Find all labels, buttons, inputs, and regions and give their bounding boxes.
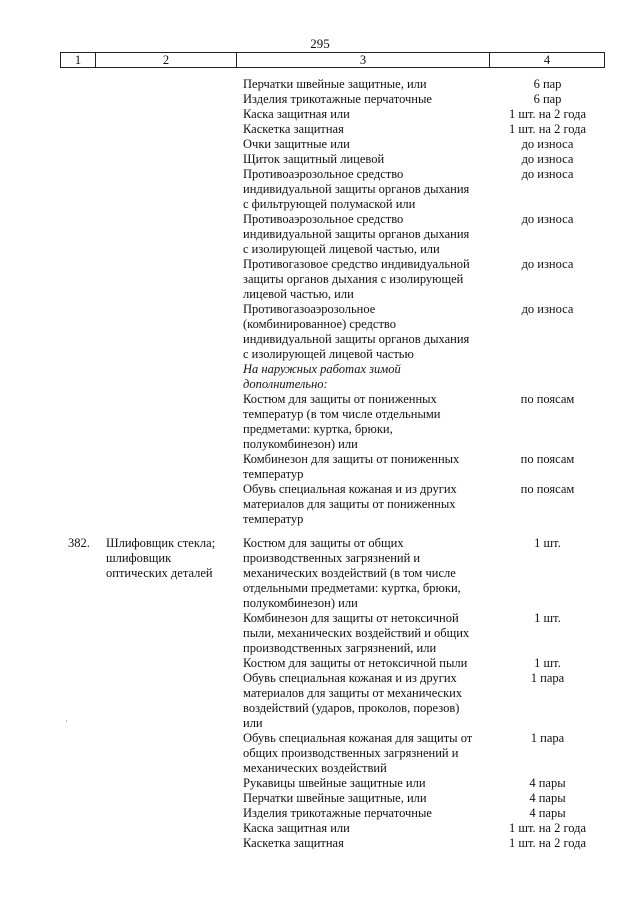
issue-norm: до износа (521, 302, 574, 316)
ppe-item: Костюм для защиты от общих производственных загрязнений и механических воздействий (в том числе отдельными предметами: куртка, брюки, полукомбинезон) или (243, 536, 461, 610)
ppe-item: Каска защитная или (243, 821, 350, 835)
issue-norm: 4 пары (529, 806, 566, 820)
ppe-item: Комбинезон для защиты от нетоксичной пыли, механических воздействий и общих производственных загрязнений, или (243, 611, 470, 655)
header-col-2: 2 (162, 53, 170, 67)
ppe-item: Изделия трикотажные перчаточные (243, 92, 432, 106)
ppe-item: Каскетка защитная (243, 836, 344, 850)
issue-norm: 1 шт. (534, 656, 561, 670)
issue-norm: до износа (521, 212, 574, 226)
ppe-item: Противоаэрозольное средство индивидуальной защиты органов дыхания с изолирующей лицевой частью, или (243, 212, 470, 256)
ppe-item: Противоаэрозольное средство индивидуальной защиты органов дыхания с фильтрующей полумаской или (243, 167, 470, 211)
issue-norm: по поясам (520, 482, 575, 496)
issue-norm: 1 шт. на 2 года (508, 836, 587, 850)
issue-norm: по поясам (520, 392, 575, 406)
header-col-4: 4 (543, 53, 551, 67)
ppe-item: Перчатки швейные защитные, или (243, 77, 427, 91)
issue-norm: 1 пара (530, 671, 565, 685)
ppe-item: Рукавицы швейные защитные или (243, 776, 426, 790)
ppe-item: Костюм для защиты от пониженных температур (в том числе отдельными предметами: куртка, брюки, полукомбинезон) или (243, 392, 441, 451)
ppe-item: Каска защитная или (243, 107, 350, 121)
issue-norm: 1 шт. на 2 года (508, 122, 587, 136)
issue-norm: 1 шт. на 2 года (508, 107, 587, 121)
issue-norm: до износа (521, 167, 574, 181)
header-col-1: 1 (74, 53, 82, 67)
entry-number: 382. (68, 536, 90, 550)
ppe-item: На наружных работах зимой дополнительно: (243, 362, 401, 391)
header-col-3: 3 (359, 53, 367, 67)
ppe-item: Перчатки швейные защитные, или (243, 791, 427, 805)
ppe-item: Обувь специальная кожаная для защиты от общих производственных загрязнений и механических воздействий (243, 731, 473, 775)
issue-norm: 1 пара (530, 731, 565, 745)
ppe-item: Противогазовое средство индивидуальной защиты органов дыхания с изолирующей лицевой частью, или (243, 257, 470, 301)
issue-norm: 1 шт. на 2 года (508, 821, 587, 835)
profession-name: Шлифовщик стекла; шлифовщик оптических деталей (106, 536, 216, 580)
ppe-item: Костюм для защиты от нетоксичной пыли (243, 656, 468, 670)
issue-norm: 1 шт. (534, 611, 561, 625)
issue-norm: до износа (521, 257, 574, 271)
issue-norm: 4 пары (529, 776, 566, 790)
ppe-item: Каскетка защитная (243, 122, 344, 136)
ppe-item: Противогазоаэрозольное (комбинированное) средство индивидуальной защиты органов дыхания с изолирующей лицевой частью (243, 302, 470, 361)
table-header-row (60, 52, 605, 68)
issue-norm: 4 пары (529, 791, 566, 805)
issue-norm: до износа (521, 152, 574, 166)
issue-norm: 6 пар (533, 92, 562, 106)
issue-norm: 6 пар (533, 77, 562, 91)
issue-norm: до износа (521, 137, 574, 151)
issue-norm: 1 шт. (534, 536, 561, 550)
ppe-item: Обувь специальная кожаная и из других материалов для защиты от пониженных температур (243, 482, 457, 526)
issue-norm: по поясам (520, 452, 575, 466)
ppe-item: Обувь специальная кожаная и из других материалов для защиты от механических воздействий (ударов, проколов, порезов) или (243, 671, 463, 730)
ppe-item: Очки защитные или (243, 137, 350, 151)
ppe-item: Щиток защитный лицевой (243, 152, 385, 166)
ppe-item: Комбинезон для защиты от пониженных температур (243, 452, 460, 481)
scan-artifact (66, 720, 67, 722)
ppe-item: Изделия трикотажные перчаточные (243, 806, 432, 820)
page-number: 295 (310, 36, 330, 51)
